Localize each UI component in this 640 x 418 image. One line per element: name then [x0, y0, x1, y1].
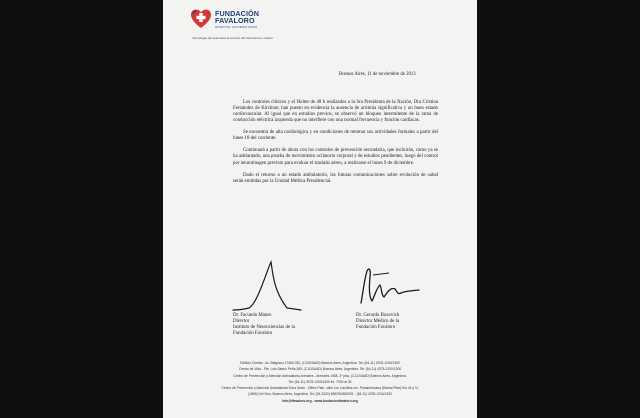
footer-line: Tel: (54-11) 4378-1200/1300 int. 7930 al 32 [288, 379, 352, 384]
paragraph: Los controles clínicos y el Holter de 48 h realizados a la Sra Presidenta de la Nación, Dra Cristina Fernández de Kirchner, han puesto en evidencia la ausencia de arritmia significativa y un buen estado cardiovascular. Al igual que en estudios previos, se observó un bloqueo intermitente de la rama de conducción eléctrica izquierda que no interfiere con una normal frecuencia y función cardíacas. [233, 100, 438, 124]
footer-contact [183, 398, 457, 404]
org-name-line1: FUNDACIÓN [215, 9, 260, 18]
footer-line: Centro de Vida - Pte. Luis Sáenz Peña 265, (C1110AAD) Buenos Aires, Argentina. Tel: (54-11) 4378-1200/1300 [238, 367, 402, 372]
letter-date: Buenos Aires, 11 de noviembre de 2013 [339, 72, 416, 77]
footer-separator: - [311, 398, 315, 403]
footer-email[interactable]: info@ffavaloro.org [282, 398, 312, 403]
org-subtitle: HOSPITAL UNIVERSITARIO [215, 25, 258, 29]
signer-name: Dr. Facundo Manes [233, 313, 272, 318]
org-name-line2: FAVALORO [215, 16, 255, 26]
signer-org: Fundación Favaloro [356, 325, 396, 331]
letter-page [163, 0, 477, 418]
signer-role: Director [233, 319, 250, 325]
paragraph: Se encuentra de alta cardiológica y en condiciones de retomar sus actividades formales a partir del lunes 18 del corriente. [233, 130, 438, 142]
footer-line: Centro de Prevención y Atención Ambulatoria Zona Norte - Office Park, calle Los Cachilos s/n, Panamericana (Ramal Pilar) Km 42 y ½, [221, 386, 419, 391]
footer-line: Edificio Central - Av. Belgrano 1746/1782, (C1093AAS) Buenos Aires, Argentina. Tel: (54-11) 4378-1200/1300 [240, 361, 400, 365]
letter-body [233, 100, 438, 191]
footer-website[interactable]: www.fundacionfavaloro.org [314, 398, 358, 403]
signer-org: Fundación Favaloro [233, 331, 273, 337]
paragraph: Dado el retorno a un estado ambulatorio, las futuras comunicaciones sobre evolución de salud serán emitidas por la Unidad Médica Presidencial. [233, 172, 438, 184]
org-tagline: Tecnología de avanzada al servicio del humanismo médico [192, 36, 273, 40]
org-name [215, 10, 259, 24]
footer-line: (1669) Del Viso, Buenos Aires, Argentina. Tel: (54-2320) 650290/650291 - (54-11) 4378-1200/1300 [248, 392, 392, 397]
paragraph: Continuará a partir de ahora con los controles de prevención secundaria, que incluirán, como ya se ha adelantado, una prueba de movimiento ocilatorio corporal y de estudios pendientes, luego del control por neuroimagen previsto para evaluar el traslado aéreo, a realizarse el lunes 9 de diciembre. [233, 148, 438, 166]
signature-right [355, 263, 425, 311]
letter-footer [183, 360, 457, 404]
footer-line: Centro de Prevención y Atención Ambulatoria Arenales - Arenales 1938, 3º piso, (C1124AAD) Buenos Aires, Argentina. [233, 373, 407, 378]
signer-dept: Instituto de Neurociencias de la [233, 325, 295, 331]
signer-name: Dr. Gerardo Bozovich [356, 313, 400, 318]
signature-block-right [356, 313, 399, 331]
heart-cross-icon [190, 8, 212, 30]
signer-role: Director Médico de la [356, 319, 400, 325]
signature-left [231, 258, 311, 314]
signature-block-left [233, 313, 295, 337]
